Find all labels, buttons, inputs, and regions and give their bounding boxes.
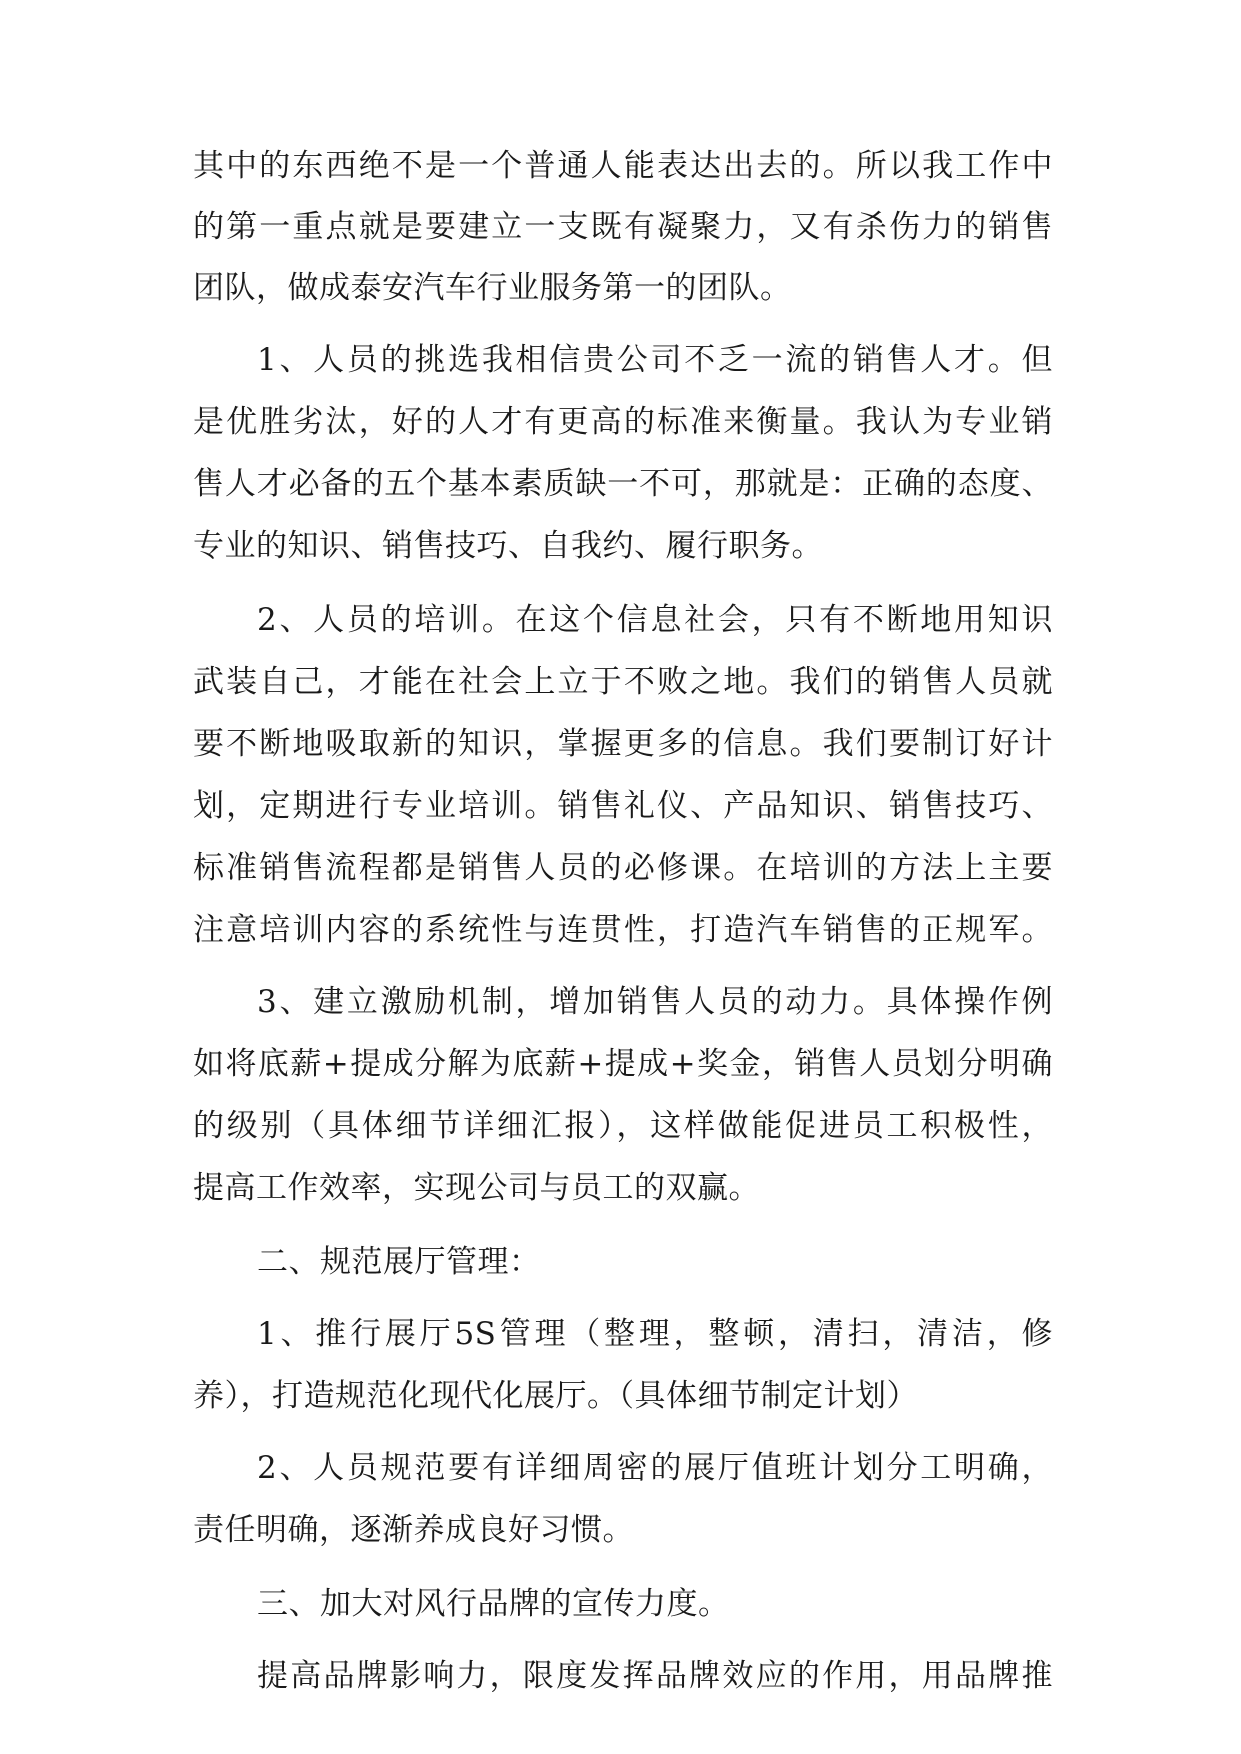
section-heading: 二、规范展厅管理： — [257, 1244, 541, 1280]
text-line: 2、人员的培训。在这个信息社会，只有不断地用知识 — [257, 602, 1053, 638]
text-line: 注意培训内容的系统性与连贯性，打造汽车销售的正规军。 — [193, 912, 1053, 948]
text-line: 3、建立激励机制，增加销售人员的动力。具体操作例 — [257, 984, 1053, 1020]
text-line: 划，定期进行专业培训。销售礼仪、产品知识、销售技巧、 — [193, 788, 1053, 824]
text-line: 的第一重点就是要建立一支既有凝聚力，又有杀伤力的销售 — [193, 209, 1053, 245]
text-line: 1、推行展厅5S管理（整理，整顿，清扫，清洁，修 — [257, 1316, 1053, 1352]
text-line: 责任明确，逐渐养成良好习惯。 — [193, 1512, 634, 1548]
text-line: 提高工作效率，实现公司与员工的双赢。 — [193, 1170, 760, 1206]
text-line: 标准销售流程都是销售人员的必修课。在培训的方法上主要 — [193, 850, 1053, 886]
text-line: 售人才必备的五个基本素质缺一不可，那就是：正确的态度、 — [193, 466, 1053, 502]
section-heading: 三、加大对风行品牌的宣传力度。 — [257, 1586, 730, 1622]
text-line: 要不断地吸取新的知识，掌握更多的信息。我们要制订好计 — [193, 726, 1053, 762]
text-line: 是优胜劣汰，好的人才有更高的标准来衡量。我认为专业销 — [193, 404, 1053, 440]
text-line: 提高品牌影响力，限度发挥品牌效应的作用，用品牌推 — [257, 1658, 1053, 1694]
text-line: 武装自己，才能在社会上立于不败之地。我们的销售人员就 — [193, 664, 1053, 700]
text-line: 的级别（具体细节详细汇报），这样做能促进员工积极性， — [193, 1108, 1053, 1144]
text-line: 团队，做成泰安汽车行业服务第一的团队。 — [193, 270, 792, 306]
text-line: 1、人员的挑选我相信贵公司不乏一流的销售人才。但 — [257, 342, 1053, 378]
text-line: 养），打造规范化现代化展厅。（具体细节制定计划） — [193, 1378, 918, 1414]
text-line: 如将底薪+提成分解为底薪+提成+奖金，销售人员划分明确 — [193, 1046, 1053, 1082]
text-line: 2、人员规范要有详细周密的展厅值班计划分工明确， — [257, 1450, 1053, 1486]
text-line: 其中的东西绝不是一个普通人能表达出去的。所以我工作中 — [193, 148, 1053, 184]
text-line: 专业的知识、销售技巧、自我约、履行职务。 — [193, 528, 823, 564]
